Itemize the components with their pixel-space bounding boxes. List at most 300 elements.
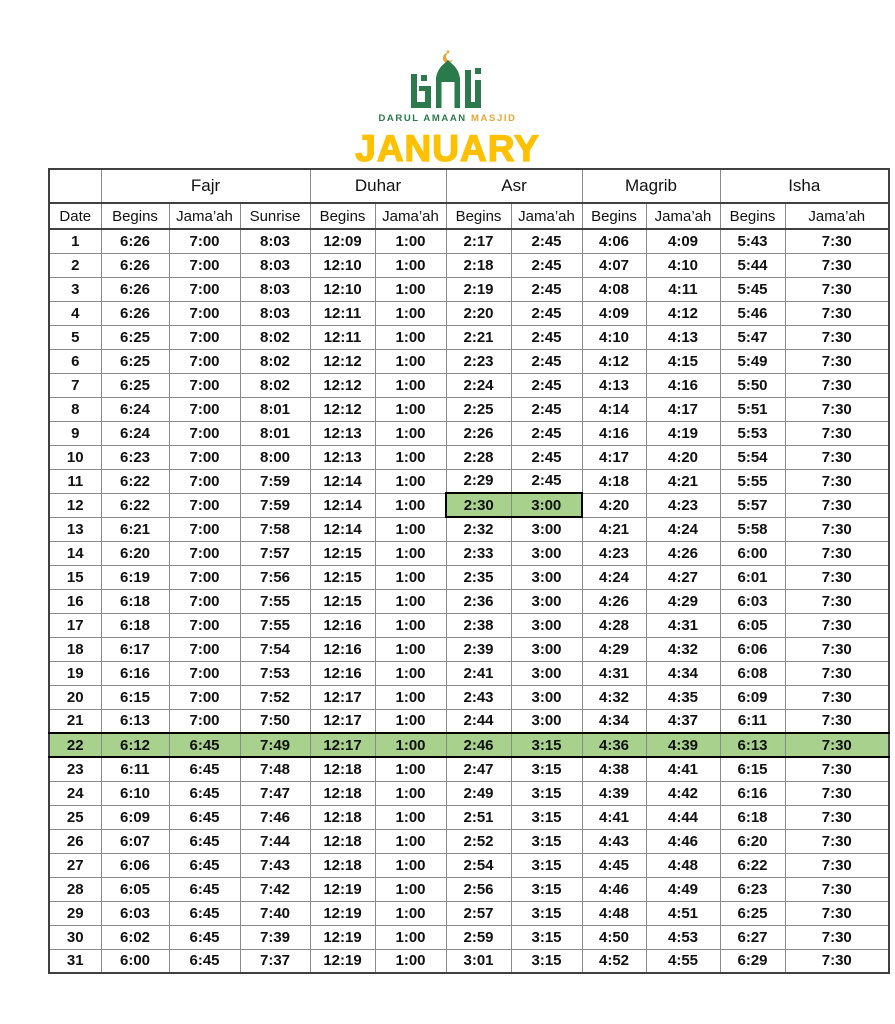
column-header: Begins [720,203,785,229]
time-cell: 5:51 [720,397,785,421]
time-cell: 2:24 [446,373,511,397]
time-cell: 1:00 [375,469,446,493]
time-cell: 7:30 [785,565,889,589]
date-cell: 29 [49,901,101,925]
column-header: Begins [582,203,646,229]
time-cell: 2:29 [446,469,511,493]
time-cell: 2:45 [511,421,582,445]
time-cell: 6:07 [101,829,169,853]
time-cell: 1:00 [375,613,446,637]
table-row [49,469,889,493]
time-cell: 7:00 [169,397,240,421]
time-cell: 12:17 [310,733,375,757]
time-cell: 4:23 [582,541,646,565]
time-cell: 12:14 [310,469,375,493]
time-cell: 3:15 [511,901,582,925]
time-cell: 7:30 [785,349,889,373]
time-cell: 7:30 [785,757,889,781]
time-cell: 7:00 [169,493,240,517]
date-cell: 23 [49,757,101,781]
time-cell: 8:02 [240,373,310,397]
time-cell: 4:41 [582,805,646,829]
time-cell: 7:30 [785,949,889,973]
time-cell: 5:46 [720,301,785,325]
time-cell: 12:12 [310,349,375,373]
table-row [49,757,889,781]
time-cell: 7:30 [785,925,889,949]
time-cell: 7:48 [240,757,310,781]
time-cell: 6:17 [101,637,169,661]
time-cell: 2:36 [446,589,511,613]
time-cell: 5:44 [720,253,785,277]
date-cell: 9 [49,421,101,445]
time-cell: 1:00 [375,421,446,445]
table-row [49,565,889,589]
time-cell: 2:20 [446,301,511,325]
time-cell: 4:55 [646,949,720,973]
time-cell: 6:45 [169,781,240,805]
time-cell: 7:40 [240,901,310,925]
time-cell: 7:52 [240,685,310,709]
time-cell: 8:02 [240,349,310,373]
table-row [49,805,889,829]
time-cell: 3:00 [511,637,582,661]
time-cell: 1:00 [375,901,446,925]
time-cell: 6:13 [720,733,785,757]
date-cell: 27 [49,853,101,877]
time-cell: 1:00 [375,541,446,565]
time-cell: 3:15 [511,949,582,973]
time-cell: 4:50 [582,925,646,949]
time-cell: 2:33 [446,541,511,565]
time-cell: 7:30 [785,709,889,733]
time-cell: 12:19 [310,925,375,949]
time-cell: 12:09 [310,229,375,253]
time-cell: 5:54 [720,445,785,469]
time-cell: 6:16 [720,781,785,805]
time-cell: 1:00 [375,925,446,949]
time-cell: 6:15 [101,685,169,709]
date-cell: 20 [49,685,101,709]
time-cell: 6:18 [101,589,169,613]
time-cell: 4:29 [582,637,646,661]
time-cell: 1:00 [375,637,446,661]
time-cell: 6:09 [720,685,785,709]
time-cell: 5:55 [720,469,785,493]
time-cell: 6:22 [720,853,785,877]
time-cell: 5:43 [720,229,785,253]
time-cell: 4:52 [582,949,646,973]
time-cell: 12:17 [310,709,375,733]
time-cell: 8:00 [240,445,310,469]
time-cell: 4:45 [582,853,646,877]
time-cell: 7:30 [785,781,889,805]
time-cell: 4:09 [582,301,646,325]
time-cell: 2:39 [446,637,511,661]
date-cell: 31 [49,949,101,973]
time-cell: 7:30 [785,325,889,349]
time-cell: 7:00 [169,277,240,301]
date-cell: 4 [49,301,101,325]
time-cell: 6:25 [101,325,169,349]
group-header-asr: Asr [446,169,582,203]
time-cell: 7:00 [169,373,240,397]
time-cell: 7:30 [785,853,889,877]
column-header: Jama’ah [785,203,889,229]
time-cell: 4:26 [646,541,720,565]
time-cell: 2:49 [446,781,511,805]
time-cell: 1:00 [375,709,446,733]
table-row [49,541,889,565]
time-cell: 8:01 [240,397,310,421]
date-cell: 15 [49,565,101,589]
time-cell: 4:46 [646,829,720,853]
time-cell: 7:00 [169,613,240,637]
table-row [49,277,889,301]
date-cell: 12 [49,493,101,517]
date-cell: 10 [49,445,101,469]
table-row [49,397,889,421]
time-cell: 3:00 [511,541,582,565]
table-row [49,661,889,685]
time-cell: 6:21 [101,517,169,541]
month-title: JANUARY [355,128,540,169]
time-cell: 7:30 [785,637,889,661]
time-cell: 6:01 [720,565,785,589]
date-cell: 25 [49,805,101,829]
time-cell: 2:17 [446,229,511,253]
column-header: Begins [446,203,511,229]
time-cell: 6:19 [101,565,169,589]
table-row [49,949,889,973]
time-cell: 6:10 [101,781,169,805]
column-header: Jama’ah [169,203,240,229]
time-cell: 4:16 [646,373,720,397]
time-cell: 6:02 [101,925,169,949]
time-cell: 3:01 [446,949,511,973]
time-cell: 12:19 [310,877,375,901]
time-cell: 7:00 [169,565,240,589]
time-cell: 1:00 [375,517,446,541]
time-cell: 7:50 [240,709,310,733]
time-cell: 4:08 [582,277,646,301]
time-cell: 4:38 [582,757,646,781]
time-cell: 3:15 [511,925,582,949]
table-row [49,877,889,901]
time-cell: 7:54 [240,637,310,661]
group-header-magrib: Magrib [582,169,720,203]
time-cell: 6:27 [720,925,785,949]
time-cell: 3:00 [511,613,582,637]
time-cell: 2:45 [511,325,582,349]
timetable-header [49,169,889,229]
time-cell: 2:25 [446,397,511,421]
time-cell: 7:30 [785,469,889,493]
time-cell: 12:11 [310,301,375,325]
time-cell: 7:00 [169,421,240,445]
table-row [49,781,889,805]
time-cell: 1:00 [375,853,446,877]
time-cell: 7:43 [240,853,310,877]
time-cell: 4:28 [582,613,646,637]
time-cell: 2:59 [446,925,511,949]
time-cell: 8:01 [240,421,310,445]
time-cell: 1:00 [375,277,446,301]
date-cell: 1 [49,229,101,253]
time-cell: 4:35 [646,685,720,709]
time-cell: 4:42 [646,781,720,805]
time-cell: 4:18 [582,469,646,493]
time-cell: 6:00 [720,541,785,565]
time-cell: 4:13 [582,373,646,397]
time-cell: 12:13 [310,445,375,469]
time-cell: 4:11 [646,277,720,301]
time-cell: 8:02 [240,325,310,349]
time-cell: 6:23 [101,445,169,469]
time-cell: 4:39 [582,781,646,805]
time-cell: 8:03 [240,301,310,325]
time-cell: 6:25 [720,901,785,925]
group-header-duhar: Duhar [310,169,446,203]
masjid-name-secondary: MASJID [471,113,517,124]
table-row [49,517,889,541]
time-cell: 7:57 [240,541,310,565]
time-cell: 4:48 [582,901,646,925]
time-cell: 12:16 [310,661,375,685]
table-row [49,613,889,637]
time-cell: 3:15 [511,805,582,829]
time-cell: 2:45 [511,277,582,301]
time-cell: 7:55 [240,613,310,637]
time-cell: 3:15 [511,781,582,805]
table-row [49,589,889,613]
time-cell: 6:45 [169,901,240,925]
time-cell: 12:12 [310,373,375,397]
time-cell: 7:30 [785,613,889,637]
time-cell: 6:20 [101,541,169,565]
time-cell: 2:23 [446,349,511,373]
time-cell: 8:03 [240,229,310,253]
time-cell: 1:00 [375,589,446,613]
time-cell: 6:25 [101,373,169,397]
time-cell: 1:00 [375,493,446,517]
time-cell: 7:58 [240,517,310,541]
time-cell: 7:47 [240,781,310,805]
time-cell: 12:13 [310,421,375,445]
time-cell: 6:45 [169,733,240,757]
time-cell: 4:06 [582,229,646,253]
time-cell: 12:17 [310,685,375,709]
time-cell: 12:14 [310,493,375,517]
time-cell: 6:45 [169,757,240,781]
time-cell: 7:00 [169,637,240,661]
time-cell: 7:30 [785,493,889,517]
time-cell: 6:23 [720,877,785,901]
time-cell: 7:00 [169,445,240,469]
date-cell: 26 [49,829,101,853]
time-cell: 2:57 [446,901,511,925]
time-cell: 5:58 [720,517,785,541]
date-cell: 18 [49,637,101,661]
time-cell: 6:20 [720,829,785,853]
time-cell: 2:45 [511,373,582,397]
table-row [49,445,889,469]
time-cell: 6:00 [101,949,169,973]
table-row [49,829,889,853]
time-cell: 4:10 [582,325,646,349]
table-row [49,253,889,277]
time-cell: 2:38 [446,613,511,637]
time-cell: 6:26 [101,253,169,277]
time-cell: 7:30 [785,397,889,421]
time-cell: 7:30 [785,661,889,685]
table-row [49,493,889,517]
date-cell: 21 [49,709,101,733]
time-cell: 7:49 [240,733,310,757]
time-cell: 2:18 [446,253,511,277]
time-cell: 4:15 [646,349,720,373]
time-cell: 7:00 [169,469,240,493]
time-cell: 2:32 [446,517,511,541]
time-cell: 6:45 [169,829,240,853]
time-cell: 6:08 [720,661,785,685]
time-cell: 1:00 [375,373,446,397]
table-row [49,637,889,661]
time-cell: 2:45 [511,469,582,493]
date-cell: 2 [49,253,101,277]
time-cell: 4:27 [646,565,720,589]
table-row [49,925,889,949]
time-cell: 2:45 [511,229,582,253]
date-cell: 3 [49,277,101,301]
column-header-date: Date [49,203,101,229]
time-cell: 7:56 [240,565,310,589]
table-row [49,373,889,397]
time-cell: 1:00 [375,229,446,253]
time-cell: 7:46 [240,805,310,829]
time-cell: 7:37 [240,949,310,973]
time-cell: 7:30 [785,901,889,925]
dome-icon [436,60,460,108]
time-cell: 4:12 [646,301,720,325]
time-cell: 6:45 [169,925,240,949]
time-cell: 7:00 [169,589,240,613]
mosque-logo-icon [405,50,489,112]
time-cell: 7:53 [240,661,310,685]
time-cell: 2:41 [446,661,511,685]
column-header: Begins [101,203,169,229]
time-cell: 4:20 [582,493,646,517]
date-cell: 5 [49,325,101,349]
time-cell: 4:51 [646,901,720,925]
time-cell: 7:00 [169,301,240,325]
time-cell: 6:13 [101,709,169,733]
time-cell: 6:22 [101,493,169,517]
time-cell: 7:00 [169,325,240,349]
time-cell: 6:05 [101,877,169,901]
time-cell: 1:00 [375,397,446,421]
time-cell: 4:21 [582,517,646,541]
time-cell: 2:47 [446,757,511,781]
time-cell: 4:13 [646,325,720,349]
time-cell: 6:18 [101,613,169,637]
time-cell: 1:00 [375,565,446,589]
date-cell: 24 [49,781,101,805]
time-cell: 12:15 [310,565,375,589]
corner-cell [49,169,101,203]
time-cell: 4:48 [646,853,720,877]
time-cell: 8:03 [240,253,310,277]
time-cell: 12:15 [310,541,375,565]
date-cell: 11 [49,469,101,493]
time-cell: 2:54 [446,853,511,877]
time-cell: 12:18 [310,757,375,781]
time-cell: 6:11 [101,757,169,781]
time-cell: 3:15 [511,757,582,781]
time-cell: 5:53 [720,421,785,445]
time-cell: 6:05 [720,613,785,637]
time-cell: 5:57 [720,493,785,517]
time-cell: 4:32 [582,685,646,709]
time-cell: 4:36 [582,733,646,757]
time-cell: 5:50 [720,373,785,397]
time-cell: 1:00 [375,301,446,325]
masjid-name-primary: DARUL AMAAN [378,113,467,124]
time-cell: 1:00 [375,829,446,853]
column-header: Jama’ah [511,203,582,229]
time-cell: 4:31 [582,661,646,685]
time-cell: 4:21 [646,469,720,493]
time-cell: 2:45 [511,301,582,325]
time-cell: 7:30 [785,589,889,613]
time-cell: 2:45 [511,445,582,469]
group-header-fajr: Fajr [101,169,310,203]
time-cell: 2:45 [511,349,582,373]
time-cell: 6:03 [101,901,169,925]
time-cell: 12:18 [310,829,375,853]
time-cell: 4:23 [646,493,720,517]
date-cell: 13 [49,517,101,541]
time-cell: 7:30 [785,685,889,709]
time-cell: 1:00 [375,733,446,757]
time-cell: 3:00 [511,709,582,733]
time-cell: 6:03 [720,589,785,613]
time-cell: 7:39 [240,925,310,949]
time-cell: 12:16 [310,613,375,637]
time-cell: 6:24 [101,421,169,445]
time-cell: 3:15 [511,829,582,853]
time-cell: 7:00 [169,541,240,565]
time-cell: 3:00 [511,493,582,517]
date-cell: 28 [49,877,101,901]
date-cell: 6 [49,349,101,373]
time-cell: 7:30 [785,517,889,541]
time-cell: 12:10 [310,277,375,301]
time-cell: 2:43 [446,685,511,709]
time-cell: 1:00 [375,877,446,901]
date-cell: 19 [49,661,101,685]
time-cell: 12:14 [310,517,375,541]
table-row [49,685,889,709]
time-cell: 6:45 [169,805,240,829]
time-cell: 2:52 [446,829,511,853]
time-cell: 3:00 [511,685,582,709]
time-cell: 2:21 [446,325,511,349]
time-cell: 4:37 [646,709,720,733]
time-cell: 4:26 [582,589,646,613]
column-header: Jama’ah [646,203,720,229]
time-cell: 12:15 [310,589,375,613]
